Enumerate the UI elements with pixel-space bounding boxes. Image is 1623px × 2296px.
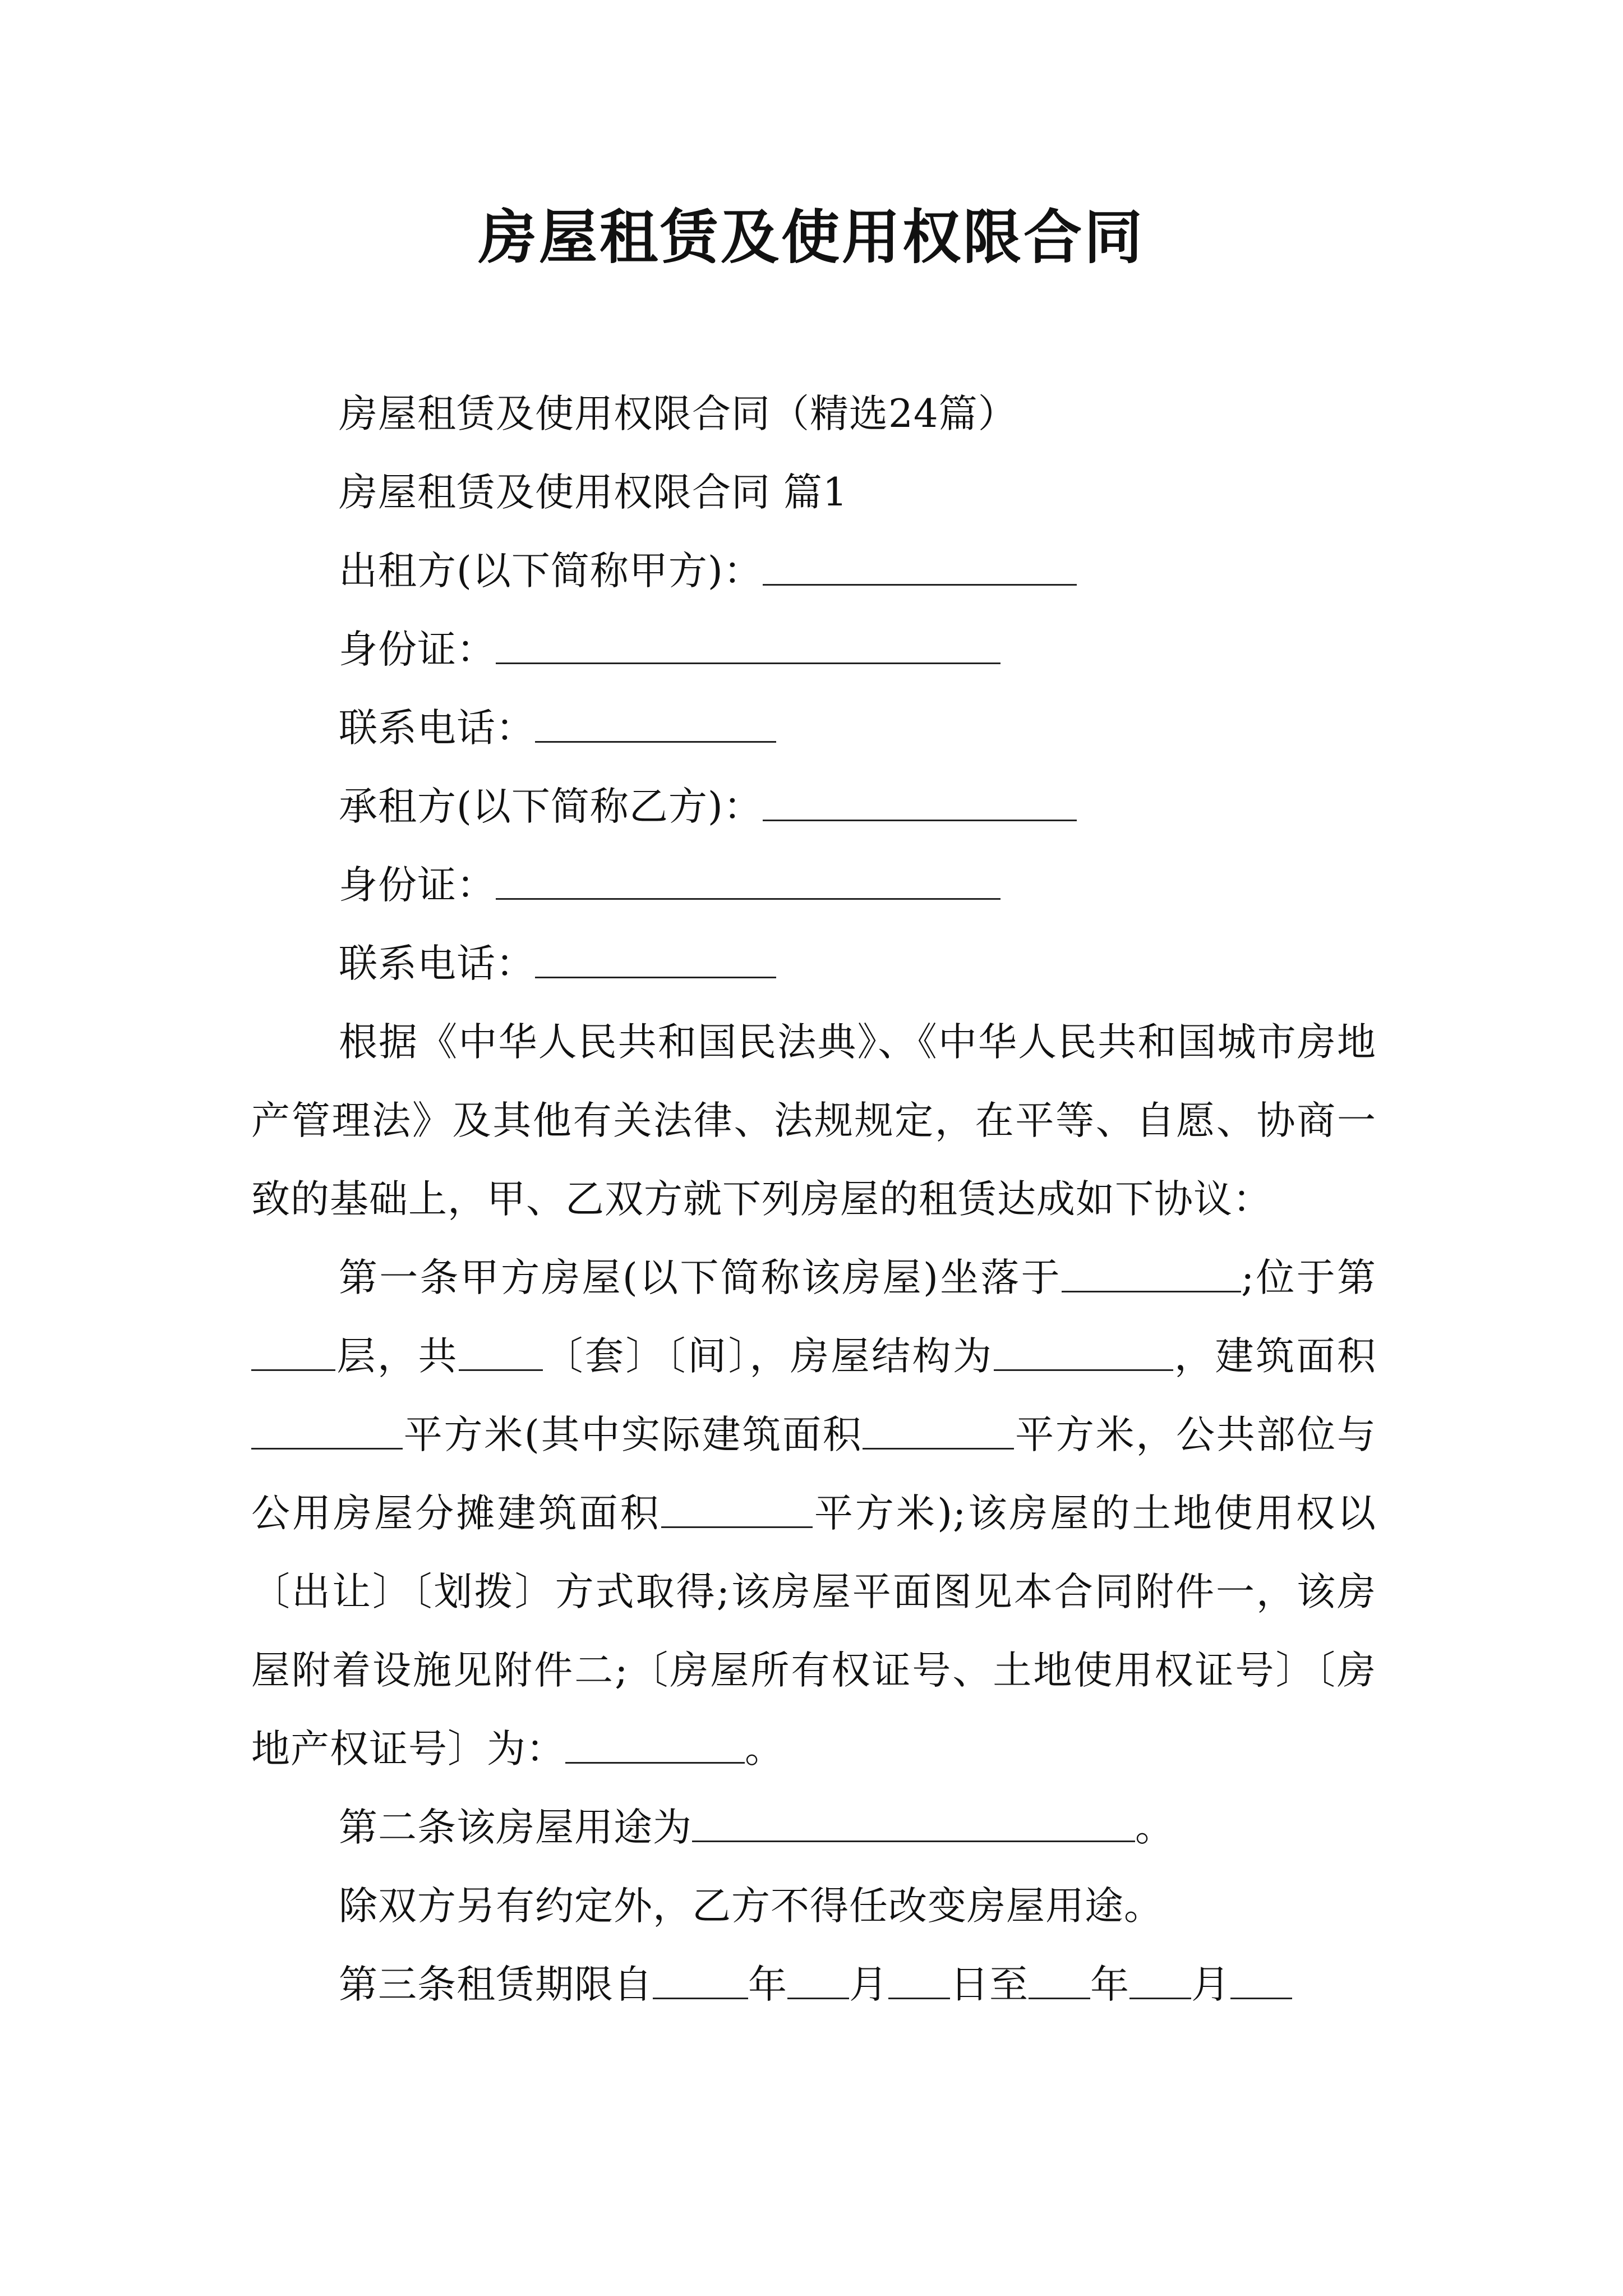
lessor-field	[251, 532, 1376, 610]
usage-blank	[692, 1806, 1135, 1842]
section-heading: 房屋租赁及使用权限合同 篇1	[339, 470, 848, 515]
art1-text-1: 第一条甲方房屋(以下简称该房屋)坐落于	[339, 1255, 1062, 1300]
art3-day-to-label: 日至	[950, 1962, 1029, 2007]
lessee-phone-field	[251, 924, 1376, 1003]
art3-month-label: 月	[849, 1962, 888, 2007]
article-2-note: 除双方另有约定外，乙方不得任改变房屋用途。	[339, 1884, 1163, 1929]
lessee-blank	[763, 785, 1077, 821]
art3-year-label: 年	[748, 1962, 787, 2007]
art2-text-2: 。	[1135, 1805, 1174, 1850]
art1-text-7: 平方米，公共部位与公用房屋分摊建筑面积	[251, 1412, 1376, 1536]
start-day-blank	[888, 1963, 950, 1999]
art3-month2-label: 月	[1191, 1962, 1230, 2007]
document-body	[251, 375, 1376, 2024]
art3-year2-label: 年	[1090, 1962, 1129, 2007]
art1-text-6: 平方米(其中实际建筑面积	[403, 1412, 863, 1457]
lessee-phone-blank	[535, 942, 776, 978]
end-year-blank	[1029, 1963, 1090, 1999]
start-month-blank	[787, 1963, 849, 1999]
lessee-id-blank	[496, 863, 1000, 900]
lessor-id-field	[251, 610, 1376, 689]
lessee-field	[251, 767, 1376, 846]
art1-text-8: 平方米);该房屋的土地使用权以〔出让〕〔划拨〕方式取得;该房屋平面图见本合同附件一，该房屋附着设施见附件二;〔房屋所有权证号、土地使用权证号〕〔房地产权证号〕为：	[251, 1491, 1376, 1772]
preamble-paragraph: 根据《中华人民共和国民法典》、《中华人民共和国城市房地产管理法》及其他有关法律、法规规定，在平等、自愿、协商一致的基础上，甲、乙双方就下列房屋的租赁达成如下协议：	[251, 1020, 1376, 1222]
document-title: 房屋租赁及使用权限合同	[478, 203, 1145, 272]
end-month-blank	[1129, 1963, 1191, 1999]
start-year-blank	[653, 1963, 748, 1999]
location-blank	[1062, 1256, 1241, 1292]
subtitle: 房屋租赁及使用权限合同（精选24篇）	[339, 392, 1017, 436]
actual-area-blank	[863, 1413, 1014, 1450]
shared-area-blank	[661, 1492, 813, 1528]
lessee-phone-label: 联系电话：	[339, 941, 535, 986]
lessee-label: 承租方(以下简称乙方)：	[339, 784, 763, 829]
lessor-label: 出租方(以下简称甲方)：	[339, 549, 763, 593]
end-day-blank	[1230, 1963, 1292, 1999]
lessee-id-label: 身份证：	[339, 863, 496, 908]
lessor-id-blank	[496, 628, 1000, 664]
art1-text-3: 层，共	[335, 1334, 459, 1379]
article-1-paragraph	[251, 1239, 1376, 1788]
lessor-phone-label: 联系电话：	[339, 706, 535, 751]
unit-count-blank	[459, 1335, 543, 1371]
article-2-line	[251, 1788, 1376, 1867]
art1-text-9: 。	[745, 1727, 784, 1772]
lessor-phone-blank	[535, 706, 776, 743]
art2-text-1: 第二条该房屋用途为	[339, 1805, 692, 1850]
floor-blank	[251, 1335, 335, 1371]
lessor-blank	[763, 549, 1077, 586]
art1-text-5: ，建筑面积	[1173, 1334, 1376, 1379]
art1-text-4: 〔套〕〔间〕，房屋结构为	[543, 1334, 994, 1379]
lessee-id-field	[251, 846, 1376, 924]
structure-blank	[994, 1335, 1173, 1371]
article-3-line	[251, 1945, 1376, 2024]
building-area-blank	[251, 1413, 403, 1450]
certificate-number-blank	[565, 1727, 745, 1764]
lessor-id-label: 身份证：	[339, 627, 496, 672]
art1-text-2: ;位于第	[1241, 1255, 1377, 1300]
art3-text-1: 第三条租赁期限自	[339, 1962, 653, 2007]
lessor-phone-field	[251, 689, 1376, 767]
